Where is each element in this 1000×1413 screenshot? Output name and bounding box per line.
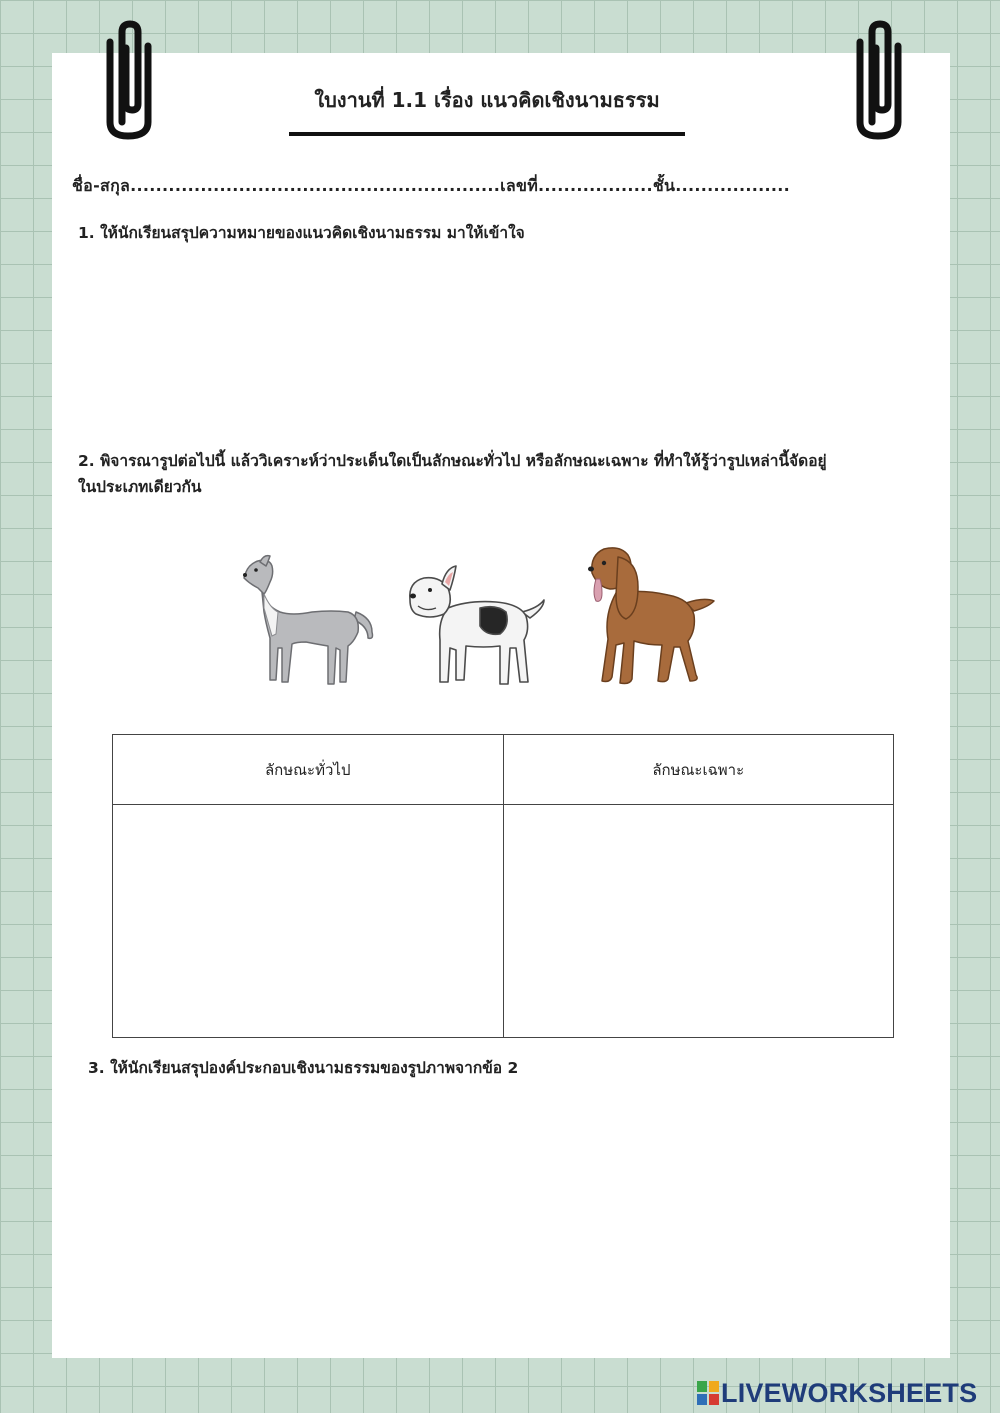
liveworksheets-logo (697, 1376, 977, 1410)
general-traits-answer-cell[interactable] (113, 805, 504, 1038)
question-3: 3. ให้นักเรียนสรุปองค์ประกอบเชิงนามธรรมของรูปภาพจากข้อ 2 (88, 1059, 519, 1077)
liveworksheets-logo-icon (697, 1381, 719, 1405)
question-2 (78, 448, 938, 500)
greyhound-dog (236, 552, 384, 690)
question-2-line-2: ในประเภทเดียวกัน (78, 478, 202, 496)
worksheet-paper (52, 53, 950, 1358)
traits-table (112, 734, 894, 1038)
specific-traits-answer-cell[interactable] (503, 805, 894, 1038)
specific-traits-header: ลักษณะเฉพาะ (503, 735, 894, 805)
bull-terrier-dog (404, 560, 556, 690)
title-underline (289, 132, 685, 136)
student-info-line: ชื่อ-สกุล..........................................................เลขที่..................ชั้น.................. (72, 176, 791, 195)
paperclip-icon (846, 18, 910, 142)
question-1: 1. ให้นักเรียนสรุปความหมายของแนวคิดเชิงนามธรรม มาให้เข้าใจ (78, 224, 525, 242)
question-2-line-1: 2. พิจารณารูปต่อไปนี้ แล้ววิเคราะห์ว่าประเด็นใดเป็นลักษณะทั่วไป หรือลักษณะเฉพาะ ที่ทำให้รู้ว่ารูปเหล่านี้จัดอยู่ (78, 452, 827, 470)
paperclip-icon (96, 18, 160, 142)
general-traits-header: ลักษณะทั่วไป (113, 735, 504, 805)
cocker-spaniel-dog (582, 543, 722, 689)
brand-name: LIVEWORKSHEETS (721, 1377, 978, 1408)
worksheet-title: ใบงานที่ 1.1 เรื่อง แนวคิดเชิงนามธรรม (314, 88, 660, 112)
